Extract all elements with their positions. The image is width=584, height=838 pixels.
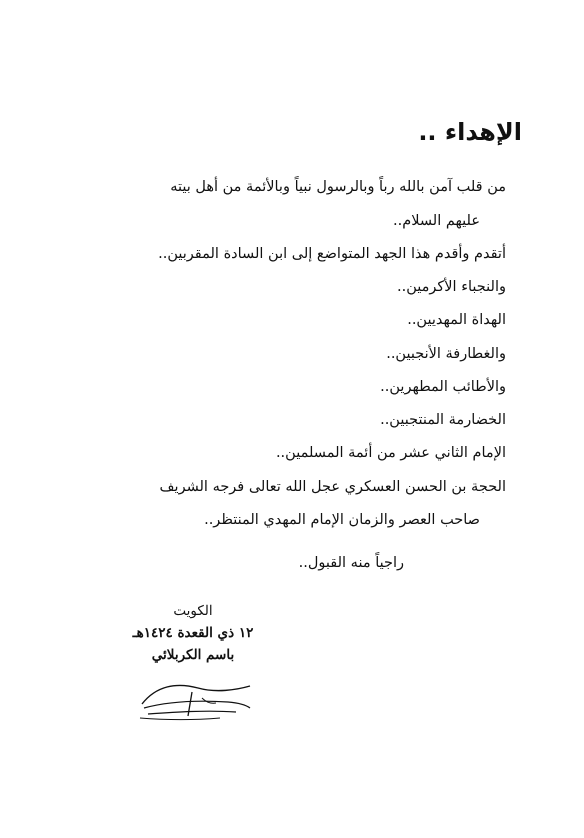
dedication-line: عليهم السلام.. bbox=[393, 213, 480, 229]
dedication-line: والنجباء الأكرمين.. bbox=[396, 279, 506, 295]
dedication-line: الإمام الثاني عشر من أئمة المسلمين.. bbox=[275, 445, 506, 461]
handwritten-signature bbox=[136, 676, 254, 722]
dedication-line: والغطارفة الأنجبين.. bbox=[386, 346, 506, 362]
place-text: الكويت bbox=[173, 603, 213, 619]
date-text: ١٢ ذي القعدة ١٤٢٤هـ bbox=[132, 625, 254, 641]
dedication-line: صاحب العصر والزمان الإمام المهدي المنتظر.. bbox=[204, 512, 480, 528]
dedication-line: أتقدم وأقدم هذا الجهد المتواضع إلى ابن السادة المقربين.. bbox=[158, 246, 506, 262]
dedication-line: والأطائب المطهرين.. bbox=[380, 379, 506, 395]
dedication-line: من قلب آمن بالله رباً وبالرسول نبياً وبالأئمة من أهل بيته bbox=[170, 179, 506, 195]
dedication-line: الحجة بن الحسن العسكري عجل الله تعالى فرجه الشريف bbox=[159, 479, 506, 495]
signature-block bbox=[118, 600, 268, 666]
author-name: باسم الكربلائي bbox=[151, 647, 235, 663]
page-title: الإهداء .. bbox=[418, 118, 522, 146]
closing-line: راجياً منه القبول.. bbox=[298, 555, 404, 571]
dedication-line: الخضارمة المنتجبين.. bbox=[380, 412, 506, 428]
dedication-line: الهداة المهديين.. bbox=[407, 312, 506, 328]
